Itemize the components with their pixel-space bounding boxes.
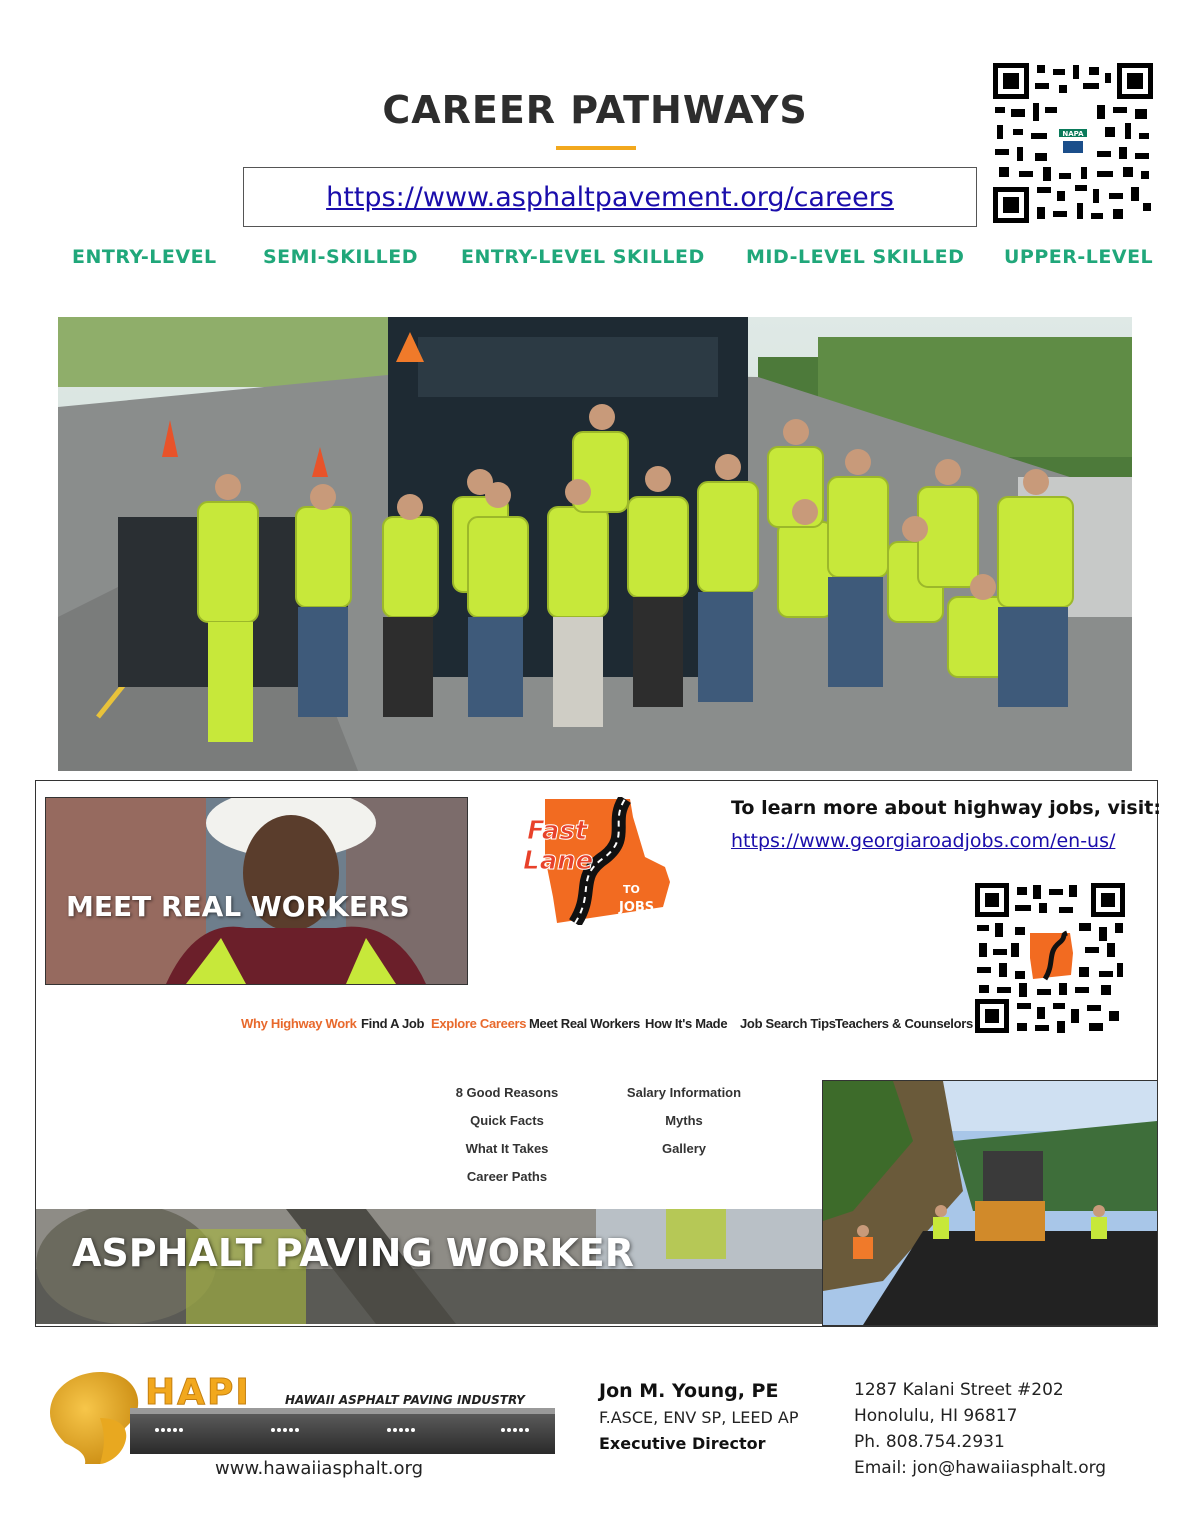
napa-badge-text: NAPA — [1062, 130, 1084, 138]
address-line-2: Honolulu, HI 96817 — [854, 1406, 1018, 1426]
fast-lane-to-jobs-logo — [515, 797, 680, 925]
fastlane-word-jobs: JOBS — [619, 900, 655, 915]
sub-link-myths[interactable]: Myths — [665, 1113, 703, 1128]
nav-find-a-job[interactable]: Find A Job — [361, 1016, 425, 1031]
level-mid-skilled: MID-LEVEL SKILLED — [746, 246, 965, 268]
paving-crew-photo — [58, 317, 1132, 771]
contact-credentials: F.ASCE, ENV SP, LEED AP — [599, 1408, 799, 1427]
email-address[interactable]: Email: jon@hawaiiasphalt.org — [854, 1458, 1107, 1478]
title-underline — [556, 146, 636, 150]
nav-how-its-made[interactable]: How It's Made — [645, 1016, 728, 1031]
contact-name: Jon M. Young, PE — [599, 1380, 779, 1402]
url-box — [243, 167, 977, 227]
level-entry-skilled: ENTRY-LEVEL SKILLED — [461, 246, 705, 268]
hapi-logo — [45, 1368, 557, 1468]
sub-link-8-good-reasons[interactable]: 8 Good Reasons — [455, 1085, 559, 1100]
hapi-logo-text: HAPI — [145, 1372, 251, 1413]
fastlane-word-lane: Lane — [523, 846, 594, 876]
nav-explore-careers[interactable]: Explore Careers — [431, 1016, 527, 1031]
level-semi-skilled: SEMI-SKILLED — [263, 246, 418, 268]
sub-link-salary-information[interactable]: Salary Information — [626, 1085, 742, 1100]
sub-link-career-paths[interactable]: Career Paths — [466, 1169, 548, 1184]
address-line-1: 1287 Kalani Street #202 — [854, 1380, 1064, 1400]
learn-more-text: To learn more about highway jobs, visit: — [731, 797, 1161, 819]
nav-teachers-counselors[interactable]: Teachers & Counselors — [835, 1016, 973, 1031]
fastlane-word-to: TO — [623, 883, 640, 896]
nav-why-highway-work[interactable]: Why Highway Work — [241, 1016, 357, 1031]
sub-link-what-it-takes[interactable]: What It Takes — [465, 1141, 549, 1156]
page-title: CAREER PATHWAYS — [382, 88, 808, 132]
phone-number: Ph. 808.754.2931 — [854, 1432, 1005, 1452]
nav-job-search-tips[interactable]: Job Search Tips — [740, 1016, 836, 1031]
careers-link[interactable]: https://www.asphaltpavement.org/careers — [326, 181, 894, 213]
hapi-subtitle: HAWAII ASPHALT PAVING INDUSTRY — [285, 1393, 525, 1407]
meet-real-workers-text: MEET REAL WORKERS — [66, 890, 410, 923]
level-upper: UPPER-LEVEL — [1004, 246, 1154, 268]
asphalt-paving-worker-text: ASPHALT PAVING WORKER — [72, 1231, 635, 1275]
level-entry: ENTRY-LEVEL — [72, 246, 217, 268]
asphalt-paving-worker-banner[interactable] — [36, 1209, 822, 1324]
meet-real-workers-banner[interactable] — [45, 797, 468, 985]
hawaii-paving-photo — [822, 1080, 1158, 1326]
fast-lane-qr-code[interactable] — [975, 883, 1125, 1033]
napa-qr-code[interactable] — [993, 63, 1153, 223]
georgia-road-jobs-link[interactable]: https://www.georgiaroadjobs.com/en-us/ — [731, 830, 1116, 852]
hapi-website[interactable]: www.hawaiiasphalt.org — [215, 1458, 424, 1479]
contact-role: Executive Director — [599, 1434, 766, 1453]
sub-link-gallery[interactable]: Gallery — [661, 1141, 707, 1156]
nav-meet-real-workers[interactable]: Meet Real Workers — [529, 1016, 640, 1031]
fastlane-word-fast: Fast — [527, 816, 588, 846]
sub-link-quick-facts[interactable]: Quick Facts — [470, 1113, 544, 1128]
